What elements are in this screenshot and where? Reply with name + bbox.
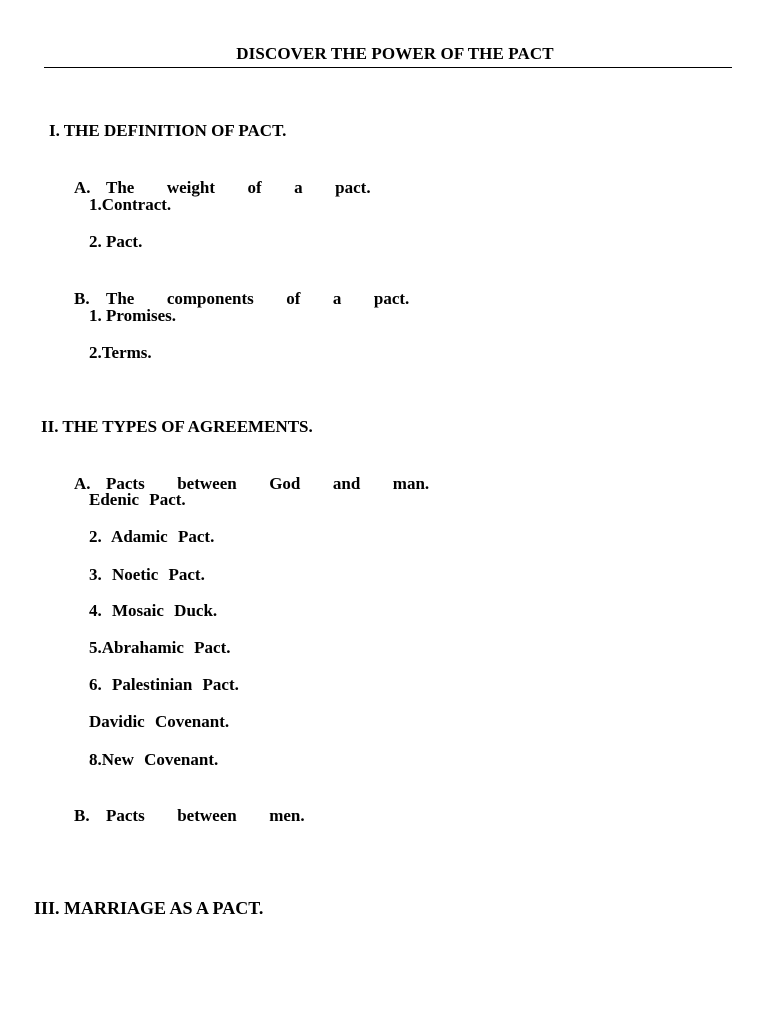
outline-letter: A. [74, 178, 91, 197]
outline-item-1a-2: 2. Pact. [89, 232, 143, 251]
outline-text: The components of a pact. [106, 289, 410, 308]
outline-letter: A. [74, 474, 91, 493]
outline-item-2a-2: 2. Adamic Pact. [89, 527, 215, 546]
outline-item-2a-8: 8.New Covenant. [89, 750, 219, 769]
outline-text: Pacts between men. [106, 806, 305, 825]
outline-item-2a-5: 5.Abrahamic Pact. [89, 638, 231, 657]
outline-item-2a-4: 4. Mosaic Duck. [89, 601, 218, 620]
outline-letter: B. [74, 806, 90, 825]
section-heading-2: II. THE TYPES OF AGREEMENTS. [41, 417, 313, 436]
outline-item-2b [57, 786, 305, 846]
outline-letter: B. [74, 289, 90, 308]
outline-item-2a-6: 6. Palestinian Pact. [89, 675, 239, 694]
outline-item-2a-1: Edenic Pact. [89, 490, 186, 509]
outline-item-2a-3: 3. Noetic Pact. [89, 565, 205, 584]
outline-item-1b-1: 1. Promises. [89, 306, 177, 325]
outline-text: Pacts between God and man. [106, 474, 430, 493]
document-title: DISCOVER THE POWER OF THE PACT [236, 44, 554, 63]
title-underline [44, 67, 732, 68]
outline-item-1b-2: 2.Terms. [89, 343, 152, 362]
section-heading-1: I. THE DEFINITION OF PACT. [49, 121, 287, 140]
outline-item-2a-7: Davidic Covenant. [89, 712, 230, 731]
outline-text: The weight of a pact. [106, 178, 371, 197]
outline-item-1a-1: 1.Contract. [89, 195, 172, 214]
section-heading-3: III. MARRIAGE AS A PACT. [34, 898, 264, 918]
